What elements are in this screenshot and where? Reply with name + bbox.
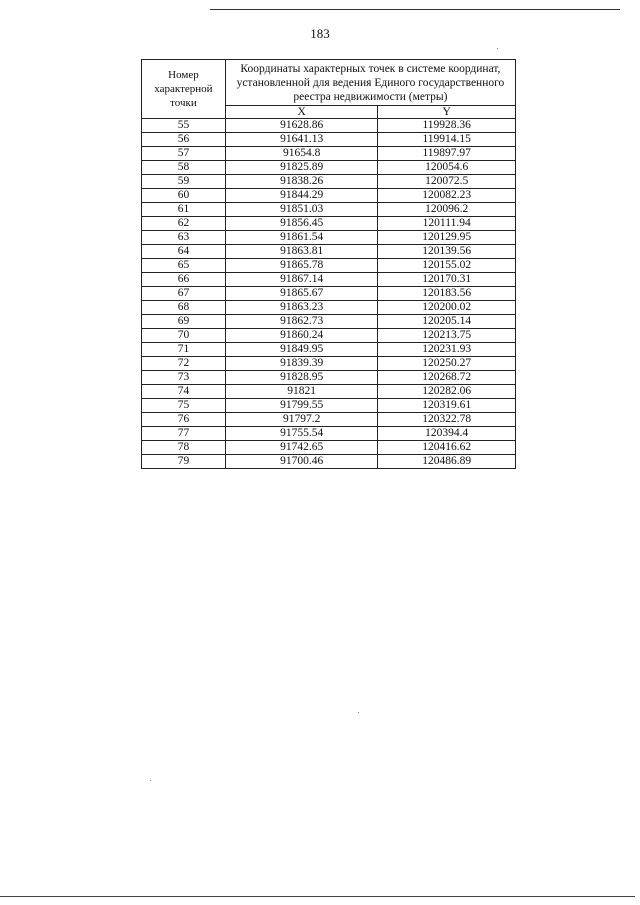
- cell-y: 120054.6: [378, 161, 516, 175]
- cell-x: 91863.23: [225, 301, 378, 315]
- cell-point-number: 78: [142, 441, 226, 455]
- table-row: [142, 385, 516, 399]
- cell-point-number: 70: [142, 329, 226, 343]
- cell-point-number: 65: [142, 259, 226, 273]
- header-y: Y: [378, 106, 516, 119]
- cell-x: 91742.65: [225, 441, 378, 455]
- cell-y: 120111.94: [378, 217, 516, 231]
- cell-point-number: 66: [142, 273, 226, 287]
- cell-point-number: 73: [142, 371, 226, 385]
- table-row: [142, 231, 516, 245]
- table-row: [142, 357, 516, 371]
- cell-x: 91860.24: [225, 329, 378, 343]
- cell-y: 119928.36: [378, 119, 516, 133]
- cell-y: 120486.89: [378, 455, 516, 469]
- table-row: [142, 189, 516, 203]
- scan-speck: [150, 780, 151, 781]
- cell-x: 91844.29: [225, 189, 378, 203]
- table-row: [142, 119, 516, 133]
- cell-x: 91862.73: [225, 315, 378, 329]
- cell-x: 91865.67: [225, 287, 378, 301]
- table-row: [142, 259, 516, 273]
- cell-point-number: 68: [142, 301, 226, 315]
- table-row: [142, 203, 516, 217]
- cell-y: 120072.5: [378, 175, 516, 189]
- page-number: 183: [310, 26, 330, 41]
- cell-x: 91700.46: [225, 455, 378, 469]
- table-row: [142, 217, 516, 231]
- table-body: [142, 119, 516, 469]
- cell-x: 91861.54: [225, 231, 378, 245]
- table-row: [142, 329, 516, 343]
- cell-point-number: 58: [142, 161, 226, 175]
- header-point-number: Номер характерной точки: [142, 60, 226, 119]
- cell-x: 91863.81: [225, 245, 378, 259]
- cell-y: 119914.15: [378, 133, 516, 147]
- cell-y: 120139.56: [378, 245, 516, 259]
- cell-point-number: 74: [142, 385, 226, 399]
- cell-x: 91797.2: [225, 413, 378, 427]
- cell-y: 120282.06: [378, 385, 516, 399]
- table-row: [142, 343, 516, 357]
- table-row: [142, 455, 516, 469]
- cell-point-number: 77: [142, 427, 226, 441]
- table-row: [142, 133, 516, 147]
- cell-y: 120250.27: [378, 357, 516, 371]
- cell-y: 120200.02: [378, 301, 516, 315]
- cell-point-number: 76: [142, 413, 226, 427]
- scan-speck: [497, 48, 498, 49]
- cell-y: 120155.02: [378, 259, 516, 273]
- table-row: [142, 427, 516, 441]
- cell-point-number: 55: [142, 119, 226, 133]
- cell-point-number: 79: [142, 455, 226, 469]
- cell-x: 91867.14: [225, 273, 378, 287]
- header-coordinates: Координаты характерных точек в системе координат, установленной для ведения Единого государственного реестра недвижимости (метры): [225, 60, 515, 106]
- cell-y: 120231.93: [378, 343, 516, 357]
- table-row: [142, 399, 516, 413]
- table-row: [142, 441, 516, 455]
- cell-x: 91838.26: [225, 175, 378, 189]
- cell-point-number: 69: [142, 315, 226, 329]
- cell-x: 91641.13: [225, 133, 378, 147]
- cell-x: 91628.86: [225, 119, 378, 133]
- header-x: X: [225, 106, 378, 119]
- cell-y: 120096.2: [378, 203, 516, 217]
- cell-point-number: 57: [142, 147, 226, 161]
- cell-y: 120170.31: [378, 273, 516, 287]
- table-row: [142, 175, 516, 189]
- cell-y: 120322.78: [378, 413, 516, 427]
- cell-x: 91865.78: [225, 259, 378, 273]
- cell-x: 91849.95: [225, 343, 378, 357]
- cell-y: 120416.62: [378, 441, 516, 455]
- cell-point-number: 67: [142, 287, 226, 301]
- top-rule: [210, 9, 620, 10]
- table-row: [142, 315, 516, 329]
- cell-x: 91799.55: [225, 399, 378, 413]
- table-row: [142, 273, 516, 287]
- cell-point-number: 71: [142, 343, 226, 357]
- cell-y: 119897.97: [378, 147, 516, 161]
- cell-point-number: 72: [142, 357, 226, 371]
- cell-y: 120205.14: [378, 315, 516, 329]
- cell-point-number: 63: [142, 231, 226, 245]
- bottom-rule: [0, 896, 635, 897]
- cell-point-number: 62: [142, 217, 226, 231]
- cell-x: 91755.54: [225, 427, 378, 441]
- cell-x: 91821: [225, 385, 378, 399]
- cell-y: 120394.4: [378, 427, 516, 441]
- table-row: [142, 147, 516, 161]
- cell-y: 120319.61: [378, 399, 516, 413]
- cell-y: 120082.23: [378, 189, 516, 203]
- cell-point-number: 59: [142, 175, 226, 189]
- cell-x: 91654.8: [225, 147, 378, 161]
- cell-x: 91825.89: [225, 161, 378, 175]
- cell-y: 120129.95: [378, 231, 516, 245]
- cell-point-number: 64: [142, 245, 226, 259]
- coordinates-table: [141, 59, 516, 469]
- cell-x: 91839.39: [225, 357, 378, 371]
- cell-y: 120183.56: [378, 287, 516, 301]
- table-row: [142, 245, 516, 259]
- cell-y: 120213.75: [378, 329, 516, 343]
- cell-x: 91851.03: [225, 203, 378, 217]
- cell-x: 91856.45: [225, 217, 378, 231]
- table-row: [142, 301, 516, 315]
- scan-speck: [358, 712, 359, 713]
- cell-point-number: 60: [142, 189, 226, 203]
- cell-point-number: 56: [142, 133, 226, 147]
- table-row: [142, 413, 516, 427]
- cell-point-number: 61: [142, 203, 226, 217]
- cell-point-number: 75: [142, 399, 226, 413]
- cell-x: 91828.95: [225, 371, 378, 385]
- table-row: [142, 287, 516, 301]
- table-row: [142, 371, 516, 385]
- table-row: [142, 161, 516, 175]
- cell-y: 120268.72: [378, 371, 516, 385]
